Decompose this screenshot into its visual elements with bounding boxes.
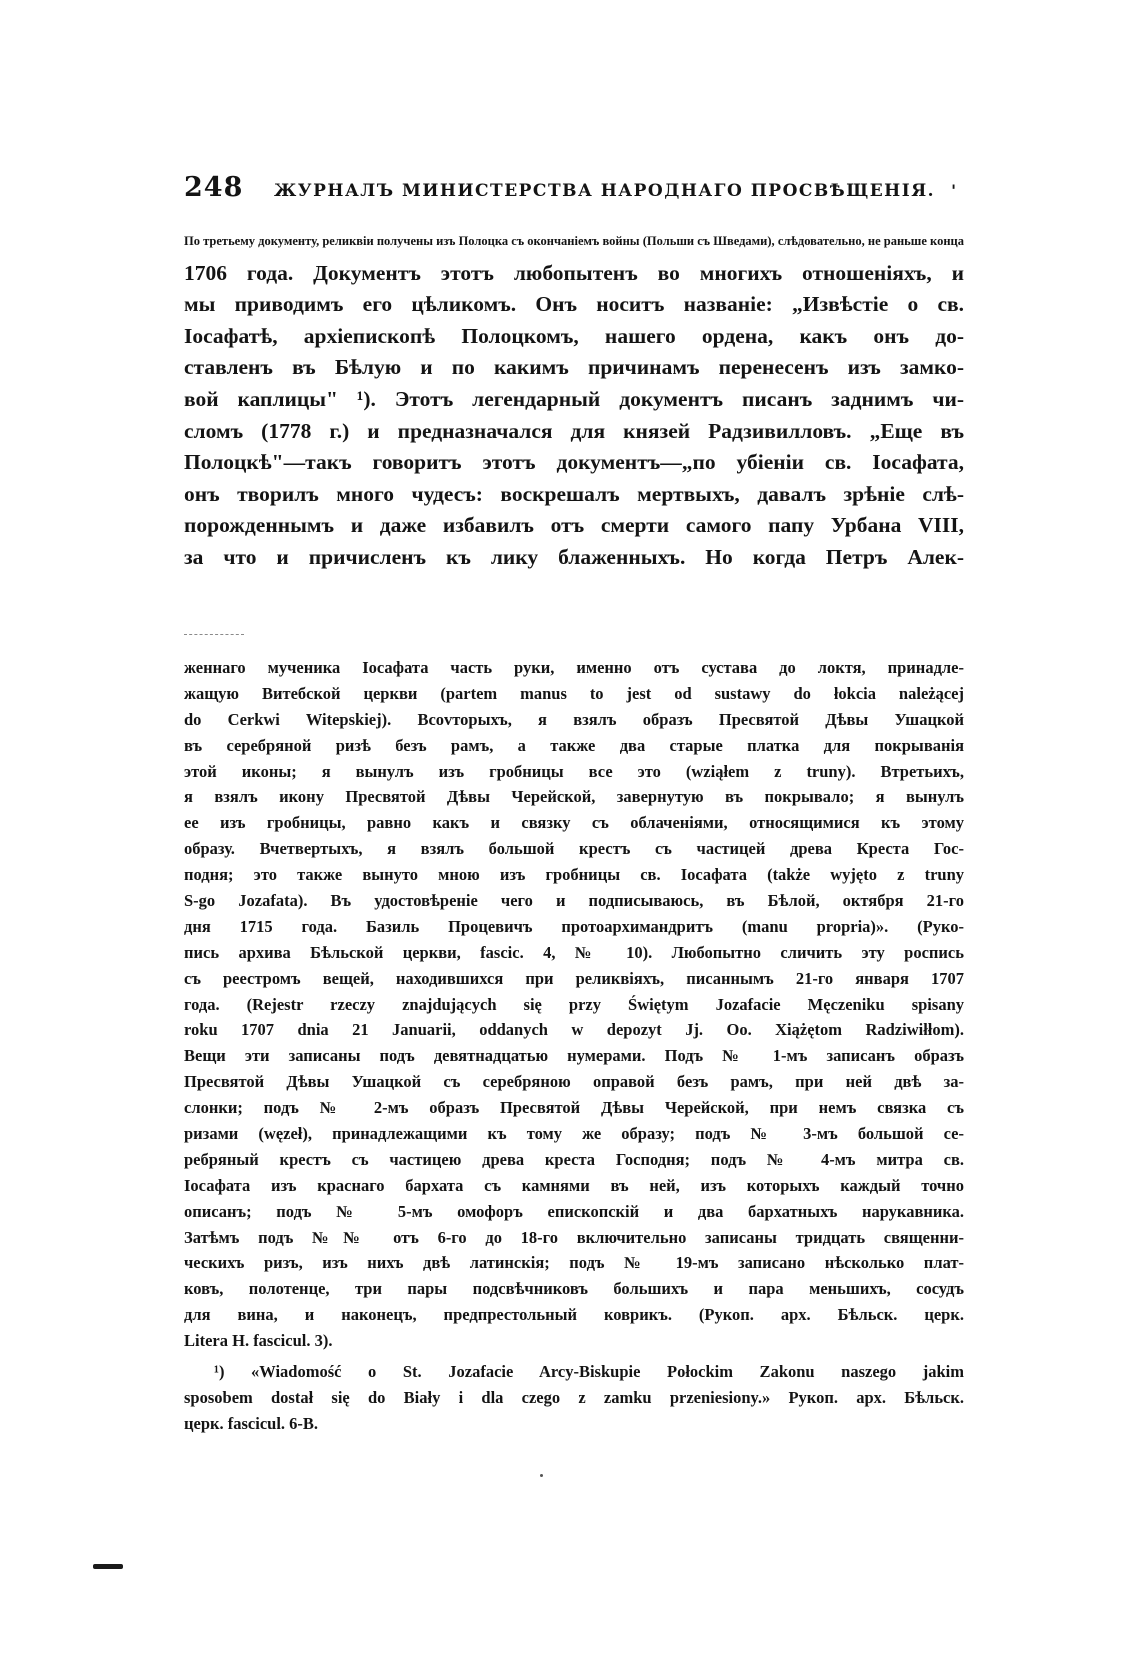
running-title: ЖУРНАЛЪ МИНИСТЕРСТВА НАРОДНАГО ПРОСВѢЩЕНІЯ.	[274, 181, 936, 201]
footnote-line: женнаго мученика Іосафата часть руки, именно отъ сустава до локтя, принадле-	[184, 658, 964, 677]
footnote-divider	[184, 634, 244, 635]
footnote-line: съ реестромъ вещей, находившихся при реликвіяхъ, писаннымъ 21-го января 1707	[184, 968, 964, 988]
footnote-line: этой иконы; я вынулъ изъ гробницы все это (wziąłem z truny). Втретьихъ,	[184, 761, 964, 781]
footnote-line: do Cerkwi Witepskiej). Вcovторыхъ, я взялъ образъ Пресвятой Дѣвы Ушацкой	[184, 709, 964, 729]
footnote-line: слонки; подъ № 2-мъ образъ Пресвятой Дѣвы Черейской, при немъ связка съ	[184, 1098, 964, 1118]
footnote-line: ческихъ ризъ, изъ нихъ двѣ латинскія; подъ № 19-мъ записано нѣсколько плат-	[184, 1253, 964, 1273]
footnote-line: ризами (węzeł), принадлежащими къ тому же образу; подъ № 3-мъ большой се-	[184, 1124, 964, 1144]
footnote-line: sposobem dostał się do Biały i dla czego z zamku przeniesiony.» Рукоп. арх. Бѣльск.	[184, 1388, 964, 1407]
footnote-line: S-go Jozafata). Въ удостовѣреніе чего и подписываюсь, въ Бѣлой, октября 21-го	[184, 891, 964, 911]
text-line: порожденнымъ и даже избавилъ отъ смерти самого папу Урбана VIII,	[184, 513, 964, 538]
footnote-line: Затѣмъ подъ №№ отъ 6-го до 18-го включительно записаны тридцать священни-	[184, 1227, 964, 1247]
text-line: Іосафатѣ, архіепископѣ Полоцкомъ, нашего ордена, какъ онъ до-	[184, 323, 964, 348]
page-header	[184, 172, 964, 206]
footnote-line: Пресвятой Дѣвы Ушацкой съ серебряною оправой безъ рамъ, при ней двѣ за-	[184, 1072, 964, 1092]
footnote-1	[184, 1359, 964, 1437]
scan-speck	[540, 1474, 543, 1477]
footnote-line: образу. Вчетвертыхъ, я взялъ большой крестъ съ частицей древа Креста Гос-	[184, 839, 964, 859]
footnote-line: описанъ; подъ № 5-мъ омофоръ епископскій и два бархатныхъ нарукавника.	[184, 1201, 964, 1221]
footnote-line: церк. fascicul. 6-B.	[184, 1414, 319, 1433]
text-line: онъ творилъ много чудесъ: воскрешалъ мертвыхъ, давалъ зрѣніе слѣ-	[184, 481, 964, 506]
footnote-line: Litera H. fascicul. 3).	[184, 1331, 333, 1351]
text-line: Полоцкѣ"—такъ говоритъ этотъ документъ—„по убіеніи св. Іосафата,	[184, 450, 964, 475]
footnote-line: ¹) «Wiadomość o St. Jozafacie Arcy-Biskupie Połockim Zakonu naszego jakim	[214, 1362, 964, 1381]
footnote-line: Іосафата изъ краснаго бархата съ камнями въ ней, изъ которыхъ каждый точно	[184, 1175, 964, 1195]
text-line: сломъ (1778 г.) и предназначался для князей Радзивилловъ. „Еще въ	[184, 418, 964, 443]
footnote-line: ее изъ гробницы, равно какъ и связку съ облаченіями, относящимися къ этому	[184, 813, 964, 833]
page-number: 248	[184, 172, 244, 203]
footnote-line: ребряный крестъ съ частицею древа креста Господня; подъ № 4-мъ митра св.	[184, 1149, 964, 1169]
text-line: ставленъ въ Бѣлую и по какимъ причинамъ перенесенъ изъ замко-	[184, 355, 964, 380]
footnote-line: Вещи эти записаны подъ девятнадцатью нумерами. Подъ № 1-мъ записанъ образъ	[184, 1046, 964, 1066]
text-line: мы приводимъ его цѣликомъ. Онъ носитъ названіе: „Извѣстіе о св.	[184, 292, 964, 317]
text-line: за что и причисленъ къ лику блаженныхъ. Но когда Петръ Алек-	[184, 544, 964, 569]
text-line: 1706 года. Документъ этотъ любопытенъ во многихъ отношеніяхъ, и	[184, 260, 964, 285]
footnote-continuation	[184, 655, 964, 1354]
text-line: вой каплицы" ¹). Этотъ легендарный документъ писанъ заднимъ чи-	[184, 386, 964, 411]
footnote-line: для вина, и наконецъ, предпрестольный коврикъ. (Рукоп. арх. Бѣльск. церк.	[184, 1305, 964, 1325]
scan-edge-mark	[93, 1564, 123, 1569]
footnote-line: года. (Rejestr rzeczy znajdujących się przy Świętym Jozafacie Męczeniku spisany	[184, 994, 964, 1014]
footnote-line: дня 1715 года. Базиль Процевичъ протоархимандритъ (manu propria)». (Руко-	[184, 916, 964, 936]
footnote-line: подня; это также вынуто мною изъ гробницы св. Іосафата (także wyjęto z truny	[184, 865, 964, 885]
footnote-line: roku 1707 dnia 21 Januarii, oddanych w depozyt Jj. Oo. Xiążętom Radziwiłłom).	[184, 1020, 964, 1040]
main-text	[184, 226, 964, 574]
footnote-line: я взялъ икону Пресвятой Дѣвы Черейской, завернутую въ покрывало; я вынулъ	[184, 787, 964, 807]
text-line: По третьему документу, реликвіи получены изъ Полоцка съ окончаніемъ войны (Польши съ Шведами), слѣдовательно, не раньше конца	[184, 234, 964, 248]
footnote-line: ковъ, полотенце, три пары подсвѣчниковъ большихъ и пара меньшихъ, сосудъ	[184, 1279, 964, 1299]
header-mark: '	[951, 181, 957, 200]
footnote-line: жащую Витебской церкви (partem manus to jest od sustawy do łokcia należącej	[184, 683, 964, 703]
footnote-line: пись архива Бѣльской церкви, fascic. 4, № 10). Любопытно сличить эту роспись	[184, 942, 964, 962]
footnote-line: въ серебряной ризѣ безъ рамъ, а также два старые платка для покрыванія	[184, 735, 964, 755]
